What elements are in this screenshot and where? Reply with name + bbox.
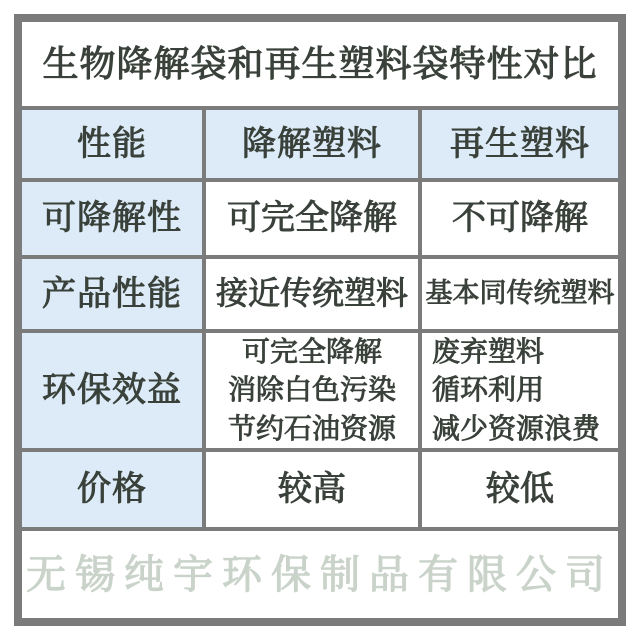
eco-benefit-line: 消除白色污染: [227, 374, 396, 406]
eco-benefit-line: 可完全降解: [241, 336, 382, 368]
cell-degradable-eco-benefit: [206, 333, 418, 448]
eco-benefit-line: 节约石油资源: [227, 412, 396, 444]
cell-recycled-degradability: 不可降解: [422, 182, 618, 255]
row-label-degradability: 可降解性: [22, 182, 202, 255]
eco-benefit-line: 减少资源浪费: [432, 412, 601, 444]
cell-degradable-degradability: 可完全降解: [206, 182, 418, 255]
row-label-performance: 产品性能: [22, 259, 202, 329]
footer-company-name: 无锡纯宇环保制品有限公司: [22, 531, 618, 618]
table-title: 生物降解袋和再生塑料袋特性对比: [22, 22, 618, 106]
cell-recycled-performance: 基本同传统塑料: [422, 259, 618, 329]
row-label-price: 价格: [22, 452, 202, 527]
comparison-table: [14, 14, 626, 626]
cell-degradable-price: 较高: [206, 452, 418, 527]
cell-degradable-performance: 接近传统塑料: [206, 259, 418, 329]
cell-recycled-price: 较低: [422, 452, 618, 527]
header-cell-attribute: 性能: [22, 110, 202, 178]
cell-recycled-eco-benefit: [422, 333, 618, 448]
header-cell-degradable: 降解塑料: [206, 110, 418, 178]
eco-benefit-line: 废弃塑料: [432, 336, 545, 368]
header-cell-recycled: 再生塑料: [422, 110, 618, 178]
row-label-eco-benefit: 环保效益: [22, 333, 202, 448]
eco-benefit-line: 循环利用: [432, 374, 545, 406]
